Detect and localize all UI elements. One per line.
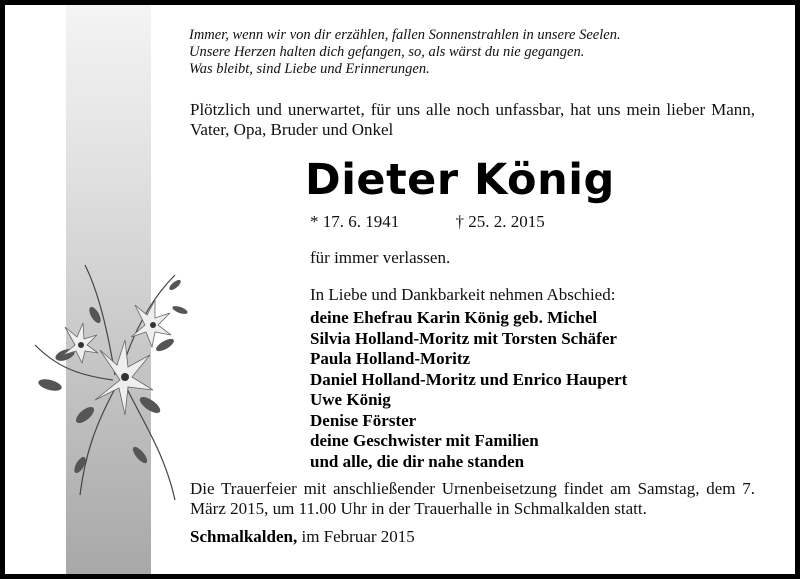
mourners-list [310, 308, 627, 472]
life-dates [310, 212, 545, 232]
obituary-notice [5, 5, 795, 574]
intro-text: Plötzlich und unerwartet, für uns alle noch unfassbar, hat uns mein lieber Mann, Vater, Opa, Bruder und Onkel [190, 100, 755, 139]
birth-date: * 17. 6. 1941 [310, 212, 400, 231]
mourner-line: Silvia Holland-Moritz mit Torsten Schäfer [310, 328, 617, 348]
poem-line: Immer, wenn wir von dir erzählen, fallen Sonnenstrahlen in unsere Seelen. [189, 27, 621, 43]
farewell-heading: In Liebe und Dankbarkeit nehmen Abschied: [310, 285, 616, 304]
mourner-line: Daniel Holland-Moritz und Enrico Haupert [310, 369, 628, 389]
signature-date: im Februar 2015 [301, 527, 415, 546]
mourner-line: Paula Holland-Moritz [310, 349, 471, 368]
flower-bouquet-image [25, 255, 205, 505]
signature [190, 527, 415, 547]
service-details: Die Trauerfeier mit anschließender Urnenbeisetzung findet am Samstag, dem 7. März 2015, um 11.00 Uhr in der Trauerhalle in Schmalkalden statt. [190, 479, 755, 518]
deceased-name: Dieter König [305, 155, 615, 205]
poem-line: Unsere Herzen halten dich gefangen, so, als wärst du nie gegangen. [189, 44, 585, 60]
poem-line: Was bleibt, sind Liebe und Erinnerungen. [189, 61, 430, 77]
mourner-line: Denise Förster [310, 410, 417, 430]
poem [189, 27, 749, 78]
death-date: † 25. 2. 2015 [455, 212, 545, 231]
mourner-line: und alle, die dir nahe standen [310, 451, 525, 471]
mourner-line: deine Ehefrau Karin König geb. Michel [310, 308, 598, 327]
mourner-line: deine Geschwister mit Familien [310, 431, 539, 450]
signature-place: Schmalkalden, [190, 527, 298, 546]
left-text: für immer verlassen. [310, 248, 451, 267]
mourner-line: Uwe König [310, 390, 391, 409]
